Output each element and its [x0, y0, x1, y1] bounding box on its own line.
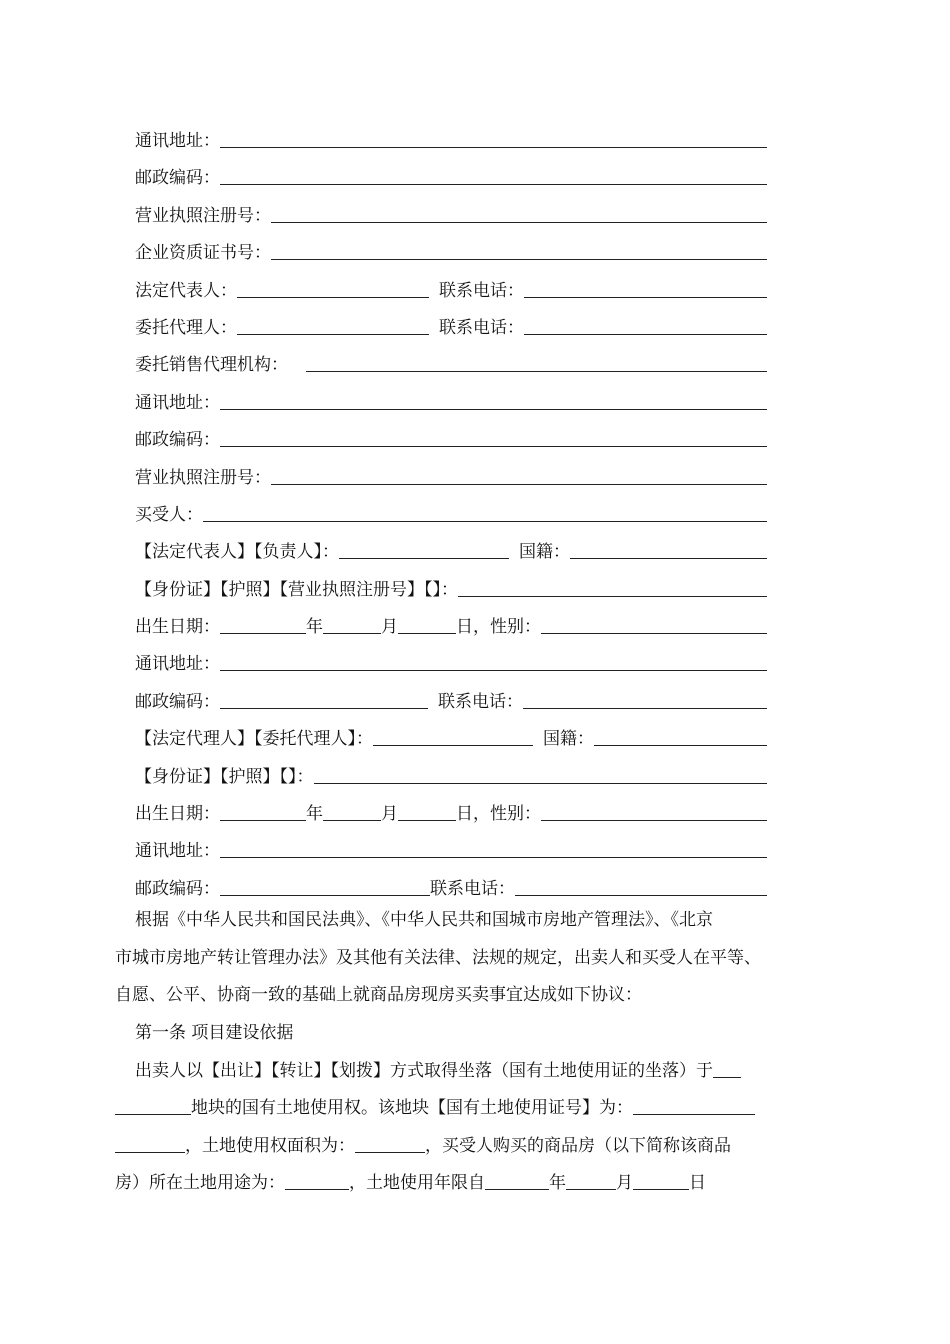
- article-1-line-3: [115, 1128, 835, 1166]
- seller-address-field[interactable]: [220, 147, 767, 148]
- buyer-agent-birth-day-field[interactable]: [398, 820, 456, 821]
- seller-qualification-row: [135, 234, 767, 264]
- agency-license-row: [135, 459, 767, 489]
- seller-legal-rep-label: 法定代表人：: [135, 281, 237, 301]
- buyer-rep-row: [135, 533, 767, 563]
- seller-license-field[interactable]: [271, 222, 767, 223]
- seller-agent-field[interactable]: [237, 334, 429, 335]
- buyer-postcode-row: [135, 683, 767, 713]
- seller-address-row: [135, 122, 767, 152]
- buyer-address-field[interactable]: [220, 670, 767, 671]
- buyer-birth-month-field[interactable]: [323, 633, 381, 634]
- buyer-agent-address-field[interactable]: [220, 857, 767, 858]
- buyer-agent-birth-label: 出生日期：: [135, 804, 220, 824]
- buyer-agent-postcode-row: [135, 870, 767, 900]
- seller-agent-phone-field[interactable]: [524, 334, 767, 335]
- seller-legal-rep-field[interactable]: [237, 297, 429, 298]
- sales-agency-field[interactable]: [306, 371, 767, 372]
- buyer-label: 买受人：: [135, 505, 203, 525]
- agency-postcode-field[interactable]: [220, 446, 767, 447]
- preamble-line-3: 自愿、公平、协商一致的基础上就商品房现房买卖事宜达成如下协议：: [115, 985, 642, 1005]
- term-year-field[interactable]: [485, 1189, 549, 1190]
- buyer-agent-day-gender-text: 日，性别：: [456, 804, 541, 824]
- buyer-agent-month-text: 月: [381, 804, 398, 824]
- term-day-field[interactable]: [633, 1189, 689, 1190]
- agency-address-row: [135, 384, 767, 414]
- seller-legal-rep-row: [135, 272, 767, 302]
- buyer-nationality-label: 国籍：: [519, 542, 570, 562]
- land-cert-field-cont[interactable]: [115, 1152, 185, 1153]
- seller-license-row: [135, 197, 767, 227]
- buyer-agent-id-row: [135, 758, 767, 788]
- buyer-agent-label: 【法定代理人】【委托代理人】：: [135, 729, 373, 749]
- buyer-agent-nationality-label: 国籍：: [543, 729, 594, 749]
- buyer-agent-id-label: 【身份证】【护照】【】：: [135, 767, 314, 787]
- buyer-agent-birth-year-field[interactable]: [220, 820, 306, 821]
- buyer-year-text: 年: [306, 617, 323, 637]
- buyer-birth-label: 出生日期：: [135, 617, 220, 637]
- article-1-line-4-text-a: 房）所在土地用途为：: [115, 1173, 285, 1193]
- article-1-line-3-text-b: ，买受人购买的商品房（以下简称该商品: [425, 1135, 731, 1156]
- article-1-line-4-text-b: ，土地使用年限自: [349, 1173, 485, 1193]
- buyer-agent-phone-field[interactable]: [515, 895, 767, 896]
- buyer-nationality-field[interactable]: [570, 558, 767, 559]
- article-1: [115, 1015, 835, 1203]
- buyer-id-label: 【身份证】【护照】【营业执照注册号】【】：: [135, 580, 458, 600]
- buyer-id-row: [135, 571, 767, 601]
- buyer-birth-year-field[interactable]: [220, 633, 306, 634]
- seller-license-label: 营业执照注册号：: [135, 206, 271, 226]
- article-1-month-text: 月: [616, 1173, 633, 1193]
- buyer-agent-postcode-label: 邮政编码：: [135, 879, 220, 899]
- article-1-line-3-text-a: ，土地使用权面积为：: [185, 1135, 355, 1156]
- buyer-agent-address-row: [135, 832, 767, 862]
- article-1-day-text: 日: [689, 1173, 706, 1193]
- article-1-line-2-text: 地块的国有土地使用权。该地块【国有土地使用证号】为：: [191, 1098, 633, 1118]
- buyer-postcode-label: 邮政编码：: [135, 692, 220, 712]
- buyer-agent-birth-month-field[interactable]: [323, 820, 381, 821]
- buyer-phone-field[interactable]: [523, 708, 767, 709]
- seller-postcode-label: 邮政编码：: [135, 168, 220, 188]
- buyer-agent-field[interactable]: [373, 745, 533, 746]
- land-area-field[interactable]: [355, 1152, 425, 1153]
- agency-license-field[interactable]: [271, 484, 767, 485]
- seller-phone-field[interactable]: [524, 297, 767, 298]
- seller-address-label: 通讯地址：: [135, 131, 220, 151]
- buyer-agent-year-text: 年: [306, 804, 323, 824]
- article-1-line-4: [115, 1165, 835, 1203]
- buyer-birth-row: [135, 608, 767, 638]
- seller-qualification-label: 企业资质证书号：: [135, 243, 271, 263]
- buyer-postcode-field[interactable]: [220, 708, 428, 709]
- preamble-paragraph: [115, 902, 835, 1015]
- seller-agent-row: [135, 309, 767, 339]
- buyer-field[interactable]: [203, 521, 767, 522]
- seller-qualification-field[interactable]: [271, 259, 767, 260]
- buyer-rep-field[interactable]: [339, 558, 509, 559]
- agency-address-label: 通讯地址：: [135, 393, 220, 413]
- buyer-phone-label: 联系电话：: [438, 692, 523, 712]
- article-1-line-1: [135, 1053, 835, 1091]
- seller-postcode-field[interactable]: [220, 184, 767, 185]
- buyer-agent-gender-field[interactable]: [541, 820, 767, 821]
- land-cert-field[interactable]: [633, 1114, 755, 1115]
- article-1-line-2: [115, 1090, 835, 1128]
- term-month-field[interactable]: [566, 1189, 616, 1190]
- agency-postcode-label: 邮政编码：: [135, 430, 220, 450]
- agency-postcode-row: [135, 421, 767, 451]
- preamble-line-2: 市城市房地产转让管理办法》及其他有关法律、法规的规定，出卖人和买受人在平等、: [115, 947, 761, 968]
- buyer-agent-birth-row: [135, 795, 767, 825]
- sales-agency-row: [135, 346, 767, 376]
- location-field-cont[interactable]: [115, 1114, 191, 1115]
- buyer-birth-day-field[interactable]: [398, 633, 456, 634]
- seller-postcode-row: [135, 159, 767, 189]
- buyer-agent-row: [135, 720, 767, 750]
- buyer-agent-address-label: 通讯地址：: [135, 841, 220, 861]
- buyer-address-row: [135, 645, 767, 675]
- buyer-gender-field[interactable]: [541, 633, 767, 634]
- agency-address-field[interactable]: [220, 409, 767, 410]
- buyer-agent-id-field[interactable]: [314, 783, 768, 784]
- seller-phone-label: 联系电话：: [439, 281, 524, 301]
- article-1-title: 第一条 项目建设依据: [135, 1023, 294, 1043]
- buyer-agent-nationality-field[interactable]: [594, 745, 767, 746]
- buyer-row: [135, 496, 767, 526]
- seller-agent-label: 委托代理人：: [135, 318, 237, 338]
- buyer-address-label: 通讯地址：: [135, 654, 220, 674]
- seller-agent-phone-label: 联系电话：: [439, 318, 524, 338]
- article-1-year-text: 年: [549, 1173, 566, 1193]
- buyer-agent-postcode-field[interactable]: [220, 895, 430, 896]
- sales-agency-label: 委托销售代理机构：: [135, 355, 288, 375]
- buyer-id-field[interactable]: [458, 596, 767, 597]
- buyer-month-text: 月: [381, 617, 398, 637]
- preamble-line-1: 根据《中华人民共和国民法典》、《中华人民共和国城市房地产管理法》、《北京: [135, 910, 713, 930]
- agency-license-label: 营业执照注册号：: [135, 468, 271, 488]
- buyer-agent-phone-label: 联系电话：: [430, 879, 515, 899]
- buyer-day-gender-text: 日，性别：: [456, 617, 541, 637]
- article-1-line-1-text: 出卖人以【出让】【转让】【划拨】方式取得坐落（国有土地使用证的坐落）于: [135, 1060, 713, 1081]
- land-use-field[interactable]: [285, 1189, 349, 1190]
- buyer-rep-label: 【法定代表人】【负责人】：: [135, 542, 339, 562]
- location-field[interactable]: [713, 1077, 741, 1078]
